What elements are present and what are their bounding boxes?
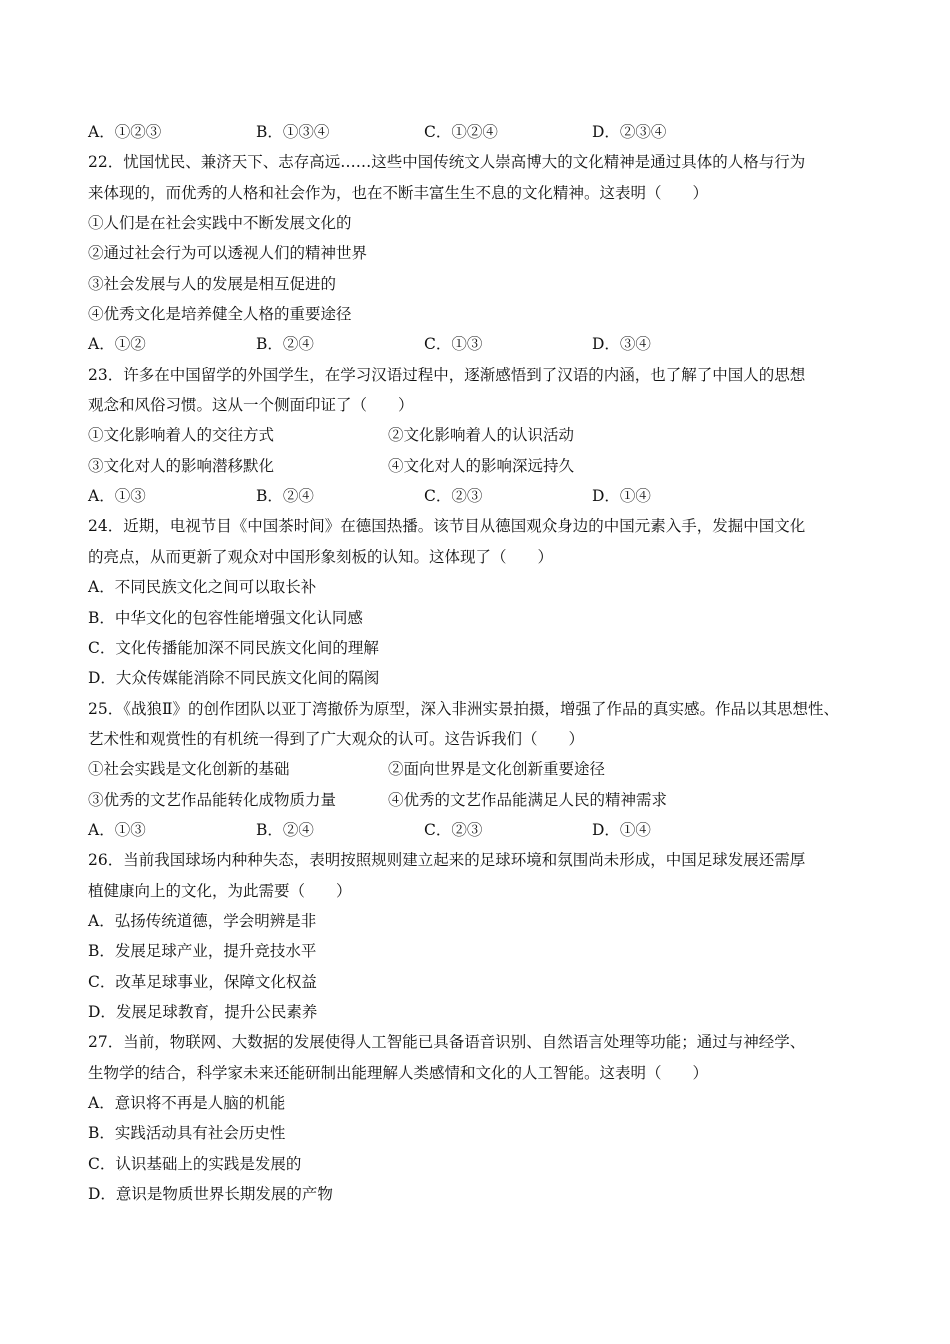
q21-options <box>88 117 888 147</box>
q23-stem-line-1: 23．许多在中国留学的外国学生，在学习汉语过程中，逐渐感悟到了汉语的内涵，也了解了中国人的思想 <box>88 365 806 384</box>
q27-stem-line-1: 27．当前，物联网、大数据的发展使得人工智能已具备语音识别、自然语言处理等功能；通过与神经学、 <box>88 1033 806 1052</box>
q27-option-d: D．意识是物质世界长期发展的产物 <box>88 1185 333 1204</box>
exam-page <box>88 117 888 1209</box>
q26-option-a: A．弘扬传统道德，学会明辨是非 <box>88 911 317 930</box>
option-d: D．②③④ <box>592 123 667 141</box>
q26-stem-line-2: 植健康向上的文化，为此需要（ ） <box>88 881 352 900</box>
q22-stem-line-2: 来体现的，而优秀的人格和社会作为，也在不断丰富生生不息的文化精神。这表明（ ） <box>88 183 709 202</box>
option-a: A．①②③ <box>88 123 162 141</box>
q23-options <box>88 481 888 511</box>
q27-option-a: A．意识将不再是人脑的机能 <box>88 1094 286 1112</box>
q23-statement-1: ①文化影响着人的交往方式 <box>88 426 275 445</box>
q23-statement-3: ③文化对人的影响潜移默化 <box>88 456 275 475</box>
option-c: C．②③ <box>424 487 483 506</box>
q26-stem-line-1: 26．当前我国球场内种种失态，表明按照规则建立起来的足球环境和氛围尚未形成，中国足球发展还需厚 <box>88 851 806 870</box>
q25-statement-1: ①社会实践是文化创新的基础 <box>88 760 290 779</box>
q23-statements-row-2 <box>88 451 888 481</box>
q25-stem-line-2: 艺术性和观赏性的有机统一得到了广大观众的认可。这告诉我们（ ） <box>88 729 585 748</box>
option-d: D．③④ <box>592 335 651 354</box>
option-c: C．①②④ <box>424 123 498 141</box>
q22-statement-3: ③社会发展与人的发展是相互促进的 <box>88 274 337 293</box>
q23-statement-2: ②文化影响着人的认识活动 <box>388 426 575 445</box>
q23-stem-line-2: 观念和风俗习惯。这从一个侧面印证了（ ） <box>88 396 414 415</box>
q25-statement-2: ②面向世界是文化创新重要途径 <box>388 760 606 779</box>
q25-statement-4: ④优秀的文艺作品能满足人民的精神需求 <box>388 790 668 809</box>
q25-options <box>88 815 888 845</box>
q24-option-a: A．不同民族文化之间可以取长补 <box>88 578 317 597</box>
option-b: B．②④ <box>256 820 314 839</box>
option-b: B．②④ <box>256 487 314 506</box>
q23-statement-4: ④文化对人的影响深远持久 <box>388 456 575 475</box>
option-a: A．①② <box>88 335 146 354</box>
q26-option-d: D．发展足球教育，提升公民素养 <box>88 1002 318 1021</box>
q25-stem-line-1: 25．《战狼Ⅱ》的创作团队以亚丁湾撤侨为原型，深入非洲实景拍摄，增强了作品的真实感。作品以其思想性、 <box>88 699 840 718</box>
q22-options <box>88 329 888 359</box>
q24-stem-line-2: 的亮点，从而更新了观众对中国形象刻板的认知。这体现了（ ） <box>88 547 554 566</box>
option-d: D．①④ <box>592 487 651 506</box>
option-a: A．①③ <box>88 820 146 839</box>
q27-stem-line-2: 生物学的结合，科学家未来还能研制出能理解人类感情和文化的人工智能。这表明（ ） <box>88 1063 709 1082</box>
q27-option-c: C．认识基础上的实践是发展的 <box>88 1154 302 1173</box>
q26-option-b: B．发展足球产业，提升竞技水平 <box>88 942 317 961</box>
option-b: B．②④ <box>256 335 314 354</box>
q23-statements-row-1 <box>88 420 888 450</box>
q24-stem-line-1: 24．近期，电视节目《中国茶时间》在德国热播。该节目从德国观众身边的中国元素入手，发掘中国文化 <box>88 517 806 536</box>
q25-statement-3: ③优秀的文艺作品能转化成物质力量 <box>88 790 337 809</box>
q22-statement-4: ④优秀文化是培养健全人格的重要途径 <box>88 305 352 324</box>
q24-option-c: C．文化传播能加深不同民族文化间的理解 <box>88 638 379 657</box>
q25-statements-row-1 <box>88 754 888 784</box>
option-d: D．①④ <box>592 820 651 839</box>
q24-option-b: B．中华文化的包容性能增强文化认同感 <box>88 608 363 627</box>
q22-statement-1: ①人们是在社会实践中不断发展文化的 <box>88 214 352 233</box>
q24-option-d: D．大众传媒能消除不同民族文化间的隔阂 <box>88 669 380 688</box>
q22-stem-line-1: 22．忧国忧民、兼济天下、志存高远……这些中国传统文人崇高博大的文化精神是通过具体的人格与行为 <box>88 153 806 172</box>
option-a: A．①③ <box>88 487 146 506</box>
option-b: B．①③④ <box>256 123 330 141</box>
q26-option-c: C．改革足球事业，保障文化权益 <box>88 972 317 991</box>
q22-statement-2: ②通过社会行为可以透视人们的精神世界 <box>88 244 368 263</box>
option-c: C．②③ <box>424 820 483 839</box>
option-c: C．①③ <box>424 335 483 354</box>
q27-option-b: B．实践活动具有社会历史性 <box>88 1124 286 1143</box>
q25-statements-row-2 <box>88 785 888 815</box>
